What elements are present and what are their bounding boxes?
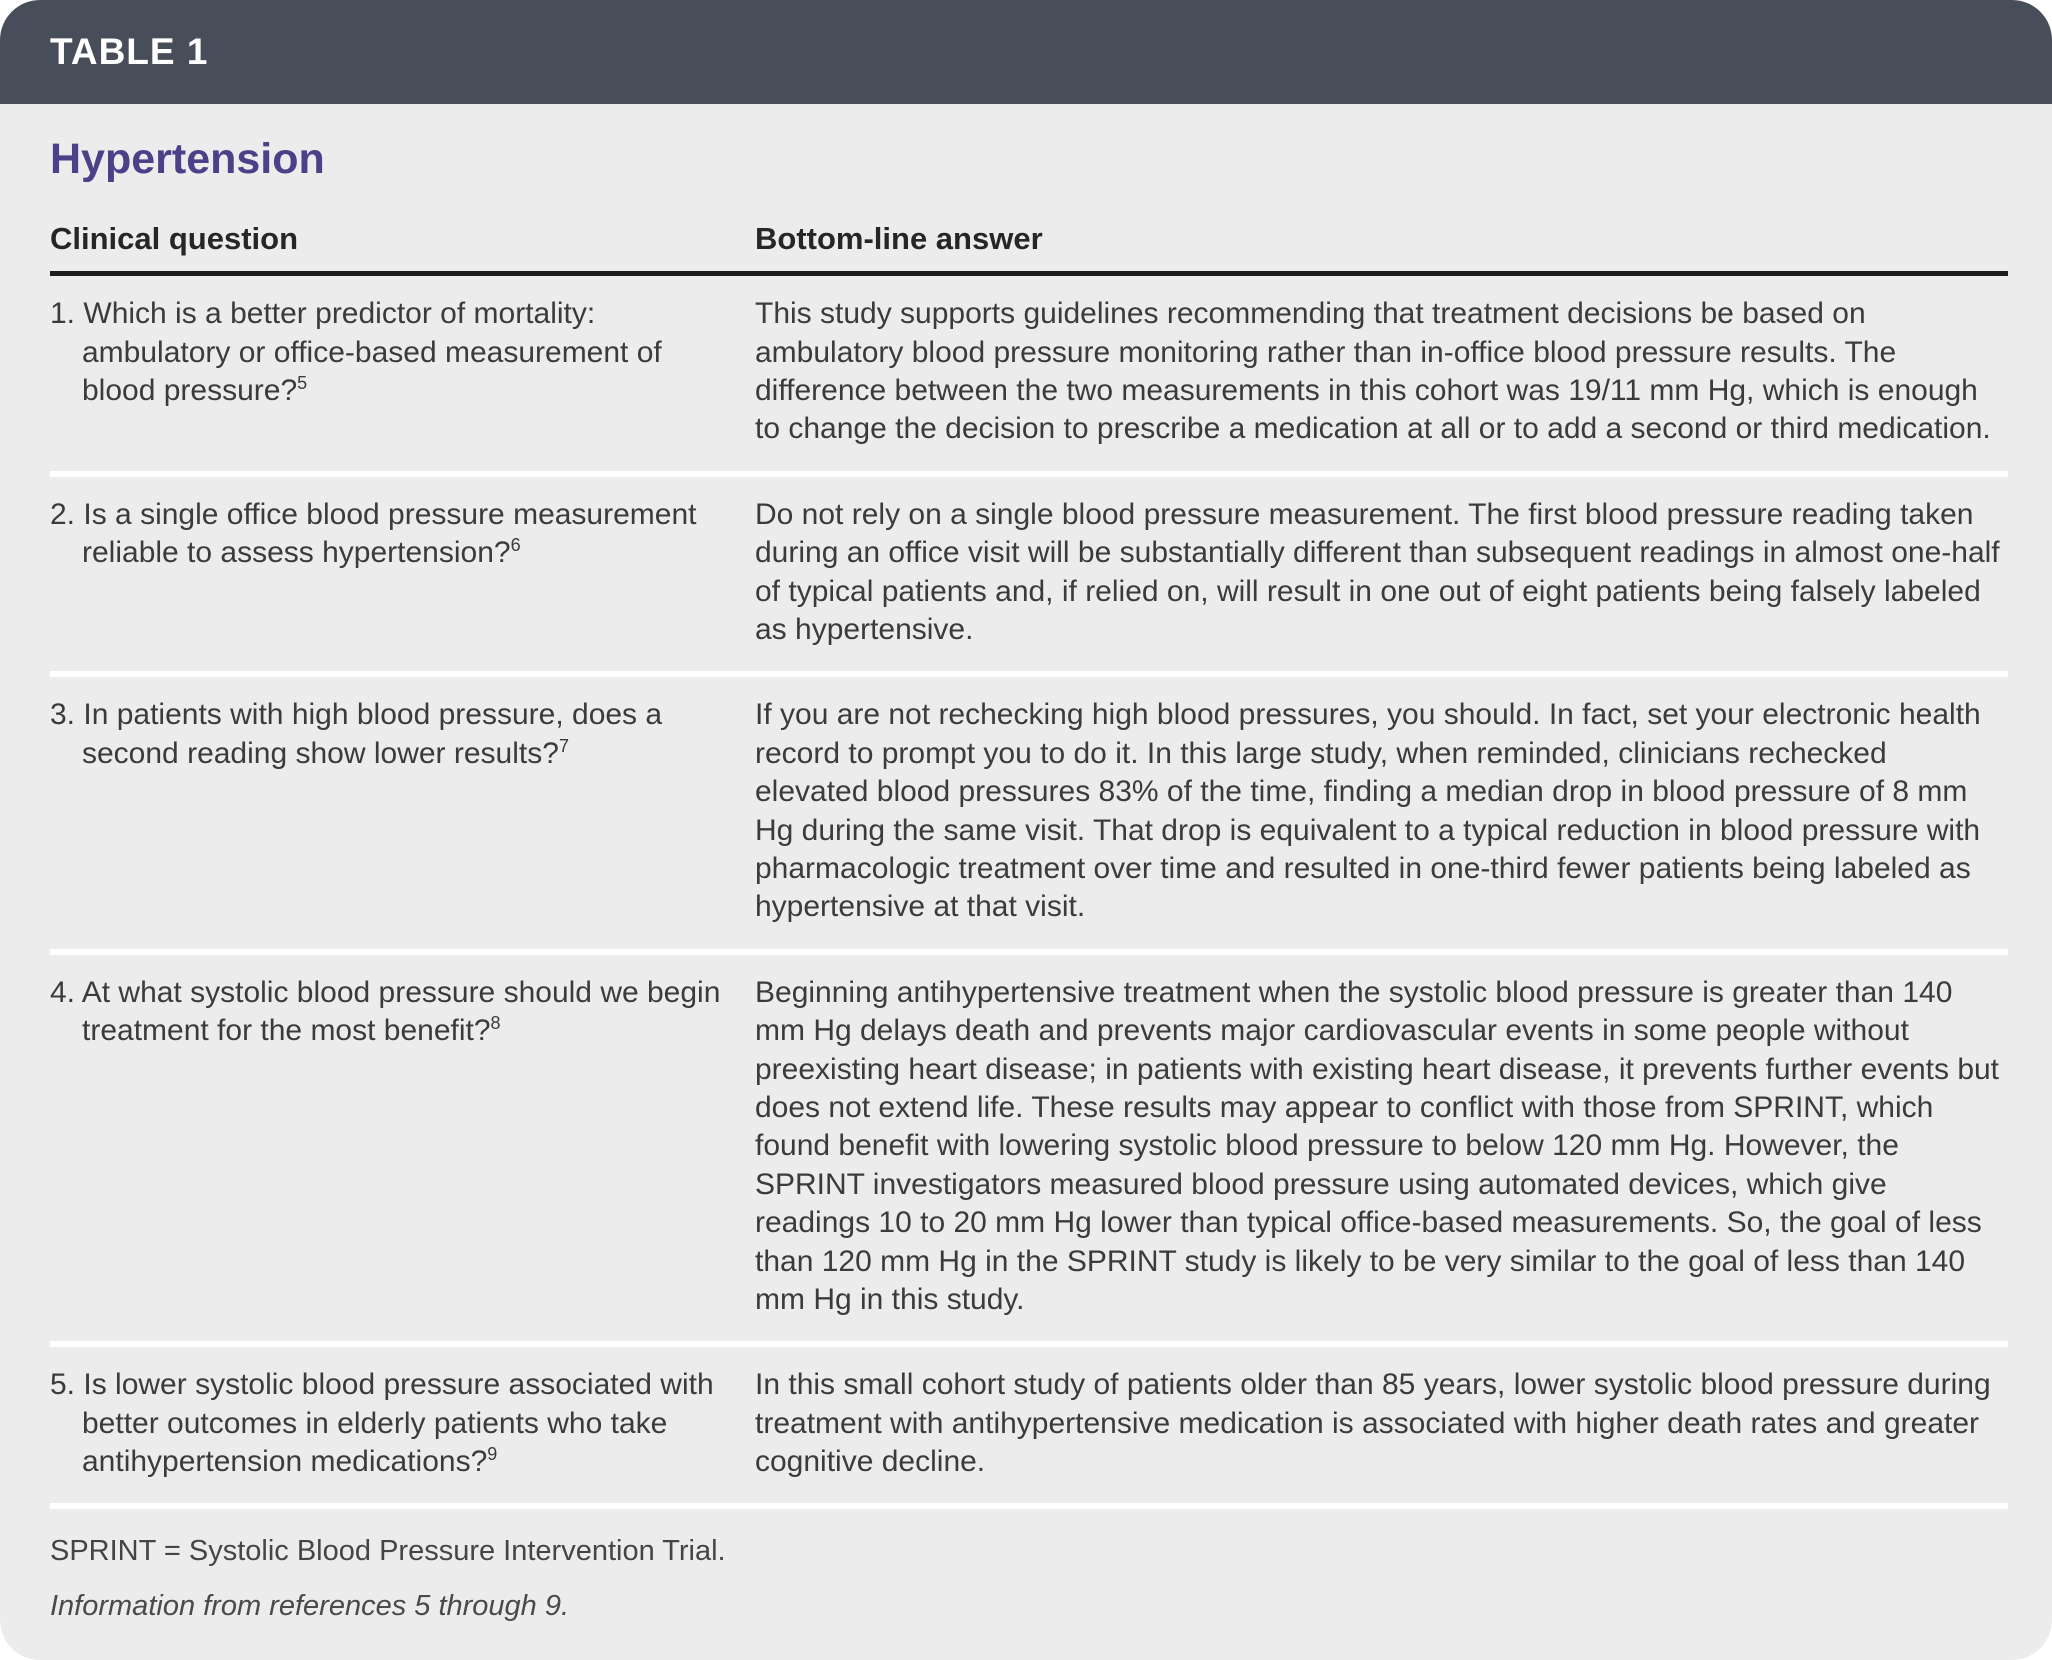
question-cell: [50, 974, 755, 1320]
answer-cell: Do not rely on a single blood pressure measurement. The first blood pressure reading taken during an office visit will be substantially different than subsequent readings in almost one-half of typical patients and, if relied on, will result in one out of eight patients being falsely labeled as hypertensive.: [755, 497, 2000, 647]
question-cell: [50, 496, 755, 650]
table-title: Hypertension: [50, 135, 325, 183]
column-header-row: [50, 221, 2008, 276]
reference-superscript: 8: [490, 1013, 501, 1034]
table-row: [50, 276, 2008, 477]
question-text: In patients with high blood pressure, does a second reading show lower results?: [82, 698, 663, 770]
question-number: 4.: [50, 975, 76, 1009]
source-note: Information from references 5 through 9.: [50, 1589, 570, 1622]
column-header-clinical-question: Clinical question: [50, 221, 299, 257]
reference-superscript: 9: [487, 1444, 498, 1465]
abbreviation-note: SPRINT = Systolic Blood Pressure Intervention Trial.: [50, 1535, 726, 1568]
question-cell: [50, 1366, 755, 1481]
table-row: [50, 1347, 2008, 1509]
question-text: Which is a better predictor of mortality: ambulatory or office-based measurement of blood pressure?: [82, 297, 662, 408]
question-text: At what systolic blood pressure should we begin treatment for the most benefit?: [81, 975, 721, 1048]
table-row: [50, 677, 2008, 954]
question-text: Is a single office blood pressure measurement reliable to assess hypertension?: [82, 497, 697, 570]
question-number: 1.: [50, 297, 76, 331]
column-header-bottom-line-answer: Bottom-line answer: [755, 221, 1043, 257]
table-number-label: TABLE 1: [50, 31, 209, 72]
table-row: [50, 955, 2008, 1348]
answer-cell: This study supports guidelines recommending that treatment decisions be based on ambulatory blood pressure monitoring rather than in-office blood pressure results. The difference between the two measurements in this cohort was 19/11 mm Hg, which is enough to change the decision to prescribe a medication at all or to add a second or third medication.: [755, 297, 1991, 446]
question-number: 2.: [50, 497, 76, 531]
question-cell: [50, 696, 755, 926]
table-footnotes: [50, 1509, 2008, 1624]
reference-superscript: 6: [510, 535, 521, 556]
table-header-bar: [0, 0, 2052, 104]
reference-superscript: 7: [558, 735, 569, 756]
table-body: [0, 104, 2052, 1660]
question-number: 5.: [50, 1368, 76, 1402]
answer-cell: If you are not rechecking high blood pressures, you should. In fact, set your electronic health record to prompt you to do it. In this large study, when reminded, clinicians rechecked elevated blood pressures 83% of the time, finding a median drop in blood pressure of 8 mm Hg during the same visit. That drop is equivalent to a typical reduction in blood pressure with pharmacologic treatment over time and resulted in one-third fewer patients being labeled as hypertensive at that visit.: [755, 698, 1981, 924]
answer-cell: Beginning antihypertensive treatment when the systolic blood pressure is greater than 140 mm Hg delays death and prevents major cardiovascular events in some people without preexisting heart disease; in patients with existing heart disease, it prevents further events but does not extend life. These results may appear to conflict with those from SPRINT, which found benefit with lowering systolic blood pressure to below 120 mm Hg. However, the SPRINT investigators measured blood pressure using automated devices, which give readings 10 to 20 mm Hg lower than typical office-based measurements. So, the goal of less than 120 mm Hg in the SPRINT study is likely to be very similar to the goal of less than 140 mm Hg in this study.: [755, 975, 2000, 1316]
table-row: [50, 477, 2008, 678]
answer-cell: In this small cohort study of patients older than 85 years, lower systolic blood pressure during treatment with antihypertensive medication is associated with higher death rates and greater cognitive decline.: [755, 1368, 1991, 1479]
reference-superscript: 5: [297, 373, 308, 394]
question-text: Is lower systolic blood pressure associated with better outcomes in elderly patients who take antihypertension medications?: [82, 1368, 714, 1479]
question-cell: [50, 295, 755, 449]
question-number: 3.: [50, 698, 76, 732]
